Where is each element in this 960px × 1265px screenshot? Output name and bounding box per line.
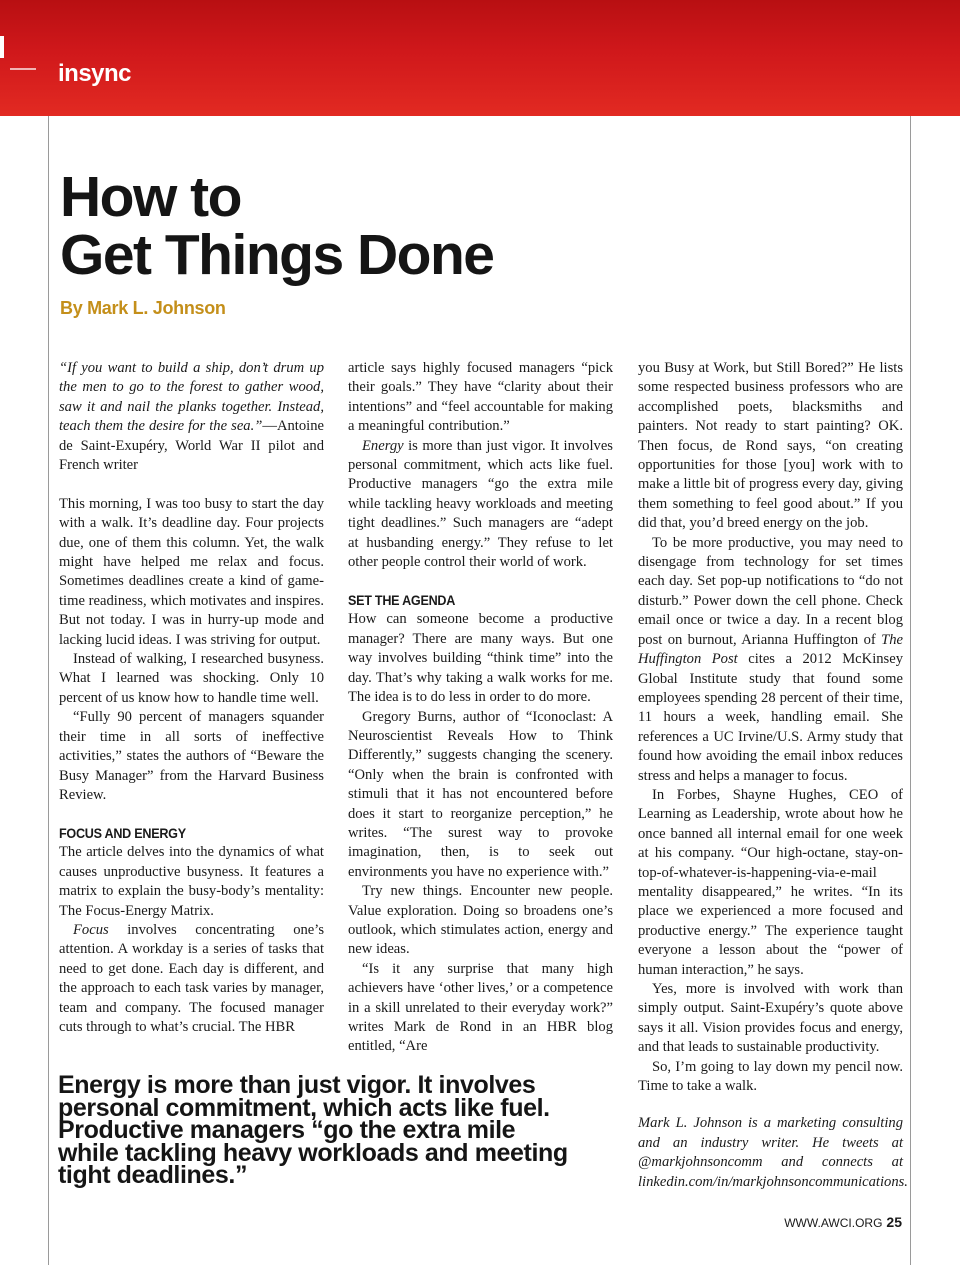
banner-dash bbox=[10, 68, 36, 70]
footer-url: WWW.AWCI.ORG bbox=[784, 1216, 883, 1230]
emphasis: Energy bbox=[362, 437, 404, 454]
page-number: 25 bbox=[886, 1214, 902, 1230]
title-line-2: Get Things Done bbox=[60, 223, 494, 287]
paragraph-text: involves concentrating one’s attention. A workday is a series of tasks that need to get done. Each day is different, and the approach to each task varies by manager, team and company. The focused manager cuts through to what’s crucial. The HBR bbox=[59, 921, 324, 1035]
left-margin-rule bbox=[48, 116, 49, 1265]
subheading-set-the-agenda: SET THE AGENDA bbox=[348, 592, 456, 609]
epigraph bbox=[59, 359, 324, 475]
paragraph: So, I’m going to lay down my pencil now. Time to take a walk. bbox=[638, 1058, 903, 1095]
column-3 bbox=[638, 359, 908, 1192]
paragraph: you Busy at Work, but Still Bored?” He lists some respected business professors who are accomplished poets, blacksmiths and painters. Not ready to start painting? OK. Then focus, de Rond says, “on creating opportunities for those [you] work with to make a little bit of progress every day, giving them something to feel good about.” If you did that, you’d breed energy on the job. bbox=[638, 360, 903, 532]
page-footer bbox=[784, 1214, 902, 1230]
paragraph: Yes, more is involved with work than simply output. Saint-Exupéry’s quote above says it all. Vision provides focus and energy, and that leads to sustainable productivity. bbox=[638, 981, 903, 1056]
pull-quote: Energy is more than just vigor. It involves personal commitment, which acts like fuel. Productive managers “go the extra mile while tackling heavy workloads and meeting tight deadlines.” bbox=[58, 1071, 568, 1190]
title-line-1: How to bbox=[60, 165, 241, 229]
right-margin-rule bbox=[910, 116, 911, 1265]
banner-edge-mark bbox=[0, 36, 4, 58]
paragraph-text: To be more productive, you may need to disengage from technology for set times each day. Set pop-up notifications to “do not disturb.” Power down the cell phone. Check email once or twice a day. In a recent blog post on burnout, Arianna Huffington of bbox=[638, 534, 903, 648]
emphasis: Focus bbox=[73, 921, 109, 938]
column-2 bbox=[348, 359, 613, 1057]
paragraph: Gregory Burns, author of “Iconoclast: A Neuroscientist Reveals How to Think Differently,” suggests changing the scenery. “Only when the brain is confronted with stimuli that it has not encountered before does it start to reorganize perception,” he writes. “The surest way to provoke imagination, then, is to seek out environments you have no experience with.” bbox=[348, 708, 613, 880]
subheading-focus-and-energy: FOCUS AND ENERGY bbox=[59, 825, 186, 842]
paragraph bbox=[348, 437, 613, 573]
author-bio: Mark L. Johnson is a marketing consulting and an industry writer. He tweets at @markjohnsoncomm and connects at linkedin.com/in/markjohnsoncommunications. bbox=[638, 1115, 908, 1190]
paragraph: “Fully 90 percent of managers squander their time in all sorts of ineffective activities,” states the authors of “Beware the Busy Manager” from the Harvard Business Review. bbox=[59, 709, 324, 803]
article-title bbox=[60, 165, 494, 287]
paragraph: article says highly focused managers “pick their goals.” They have “clarity about their intentions” and “feel accountable for making a meaningful contribution.” bbox=[348, 360, 613, 435]
epigraph-quote: “If you want to build a ship, don’t drum up the men to go to the forest to gather wood, saw it and nail the planks together. Instead, teach them the desire for the sea.” bbox=[59, 360, 324, 435]
paragraph bbox=[638, 534, 903, 786]
paragraph: How can someone become a productive manager? There are many ways. But one way involves building “think time” into the day. That’s why taking a walk works for me. The idea is to do less in order to do more. bbox=[348, 611, 613, 706]
paragraph: “Is it any surprise that many high achievers have ‘other lives,’ or a competence in a skill unrelated to their everyday work?” writes Mark de Rond in an HBR blog entitled, “Are bbox=[348, 960, 613, 1055]
column-1 bbox=[59, 359, 324, 1037]
emphasis: The Huffington Post bbox=[638, 631, 903, 668]
section-banner bbox=[0, 0, 960, 116]
paragraph: Try new things. Encounter new people. Value exploration. Doing so broadens one’s outlook, which stimulates action, energy and new ideas. bbox=[348, 883, 613, 958]
epigraph-attribution: —Antoine de Saint-Exupéry, World War II pilot and French writer bbox=[59, 418, 324, 474]
section-label: insync bbox=[58, 60, 132, 87]
paragraph bbox=[59, 921, 324, 1037]
byline: By Mark L. Johnson bbox=[60, 298, 226, 318]
paragraph: This morning, I was too busy to start the day with a walk. It’s deadline day. Four projects due, one of them this column. Yet, the walk might have helped me relax and focus. Sometimes deadlines create a kind of game-time readiness, which motivates and inspires. But not today. I was in hurry-up mode and lacking lucid ideas. I was striving for output. bbox=[59, 495, 324, 648]
paragraph: The article delves into the dynamics of what causes unproductive busyness. It features a matrix to explain the busy-body’s mentality: The Focus-Energy Matrix. bbox=[59, 844, 324, 919]
paragraph: Instead of walking, I researched busyness. What I learned was shocking. Only 10 percent of us know how to handle time well. bbox=[59, 651, 324, 706]
paragraph-text: cites a 2012 McKinsey Global Institute study that found some employees spending 28 percent of their time, 11 hours a week, handling email. She references a UC Irvine/U.S. Army study that found how avoiding the email inbox reduces stress and helps a manager to focus. bbox=[638, 651, 903, 784]
paragraph-text: is more than just vigor. It involves personal commitment, which acts like fuel. Productive managers “go the extra mile while tackling heavy workloads and meeting tight deadlines.” Such managers are “adept at husbanding energy.” They refuse to let other people control their world of work. bbox=[348, 437, 613, 571]
paragraph: In Forbes, Shayne Hughes, CEO of Learning as Leadership, wrote about how he once banned all internal email for one week at his company. “Our high-octane, stay-on-top-of-whatever-is-happening-via-e-mail mentality disappeared,” he writes. “In its place we experienced a more focused and productive energy.” The experience taught everyone a lesson about the “power of human interaction,” he says. bbox=[638, 786, 903, 978]
